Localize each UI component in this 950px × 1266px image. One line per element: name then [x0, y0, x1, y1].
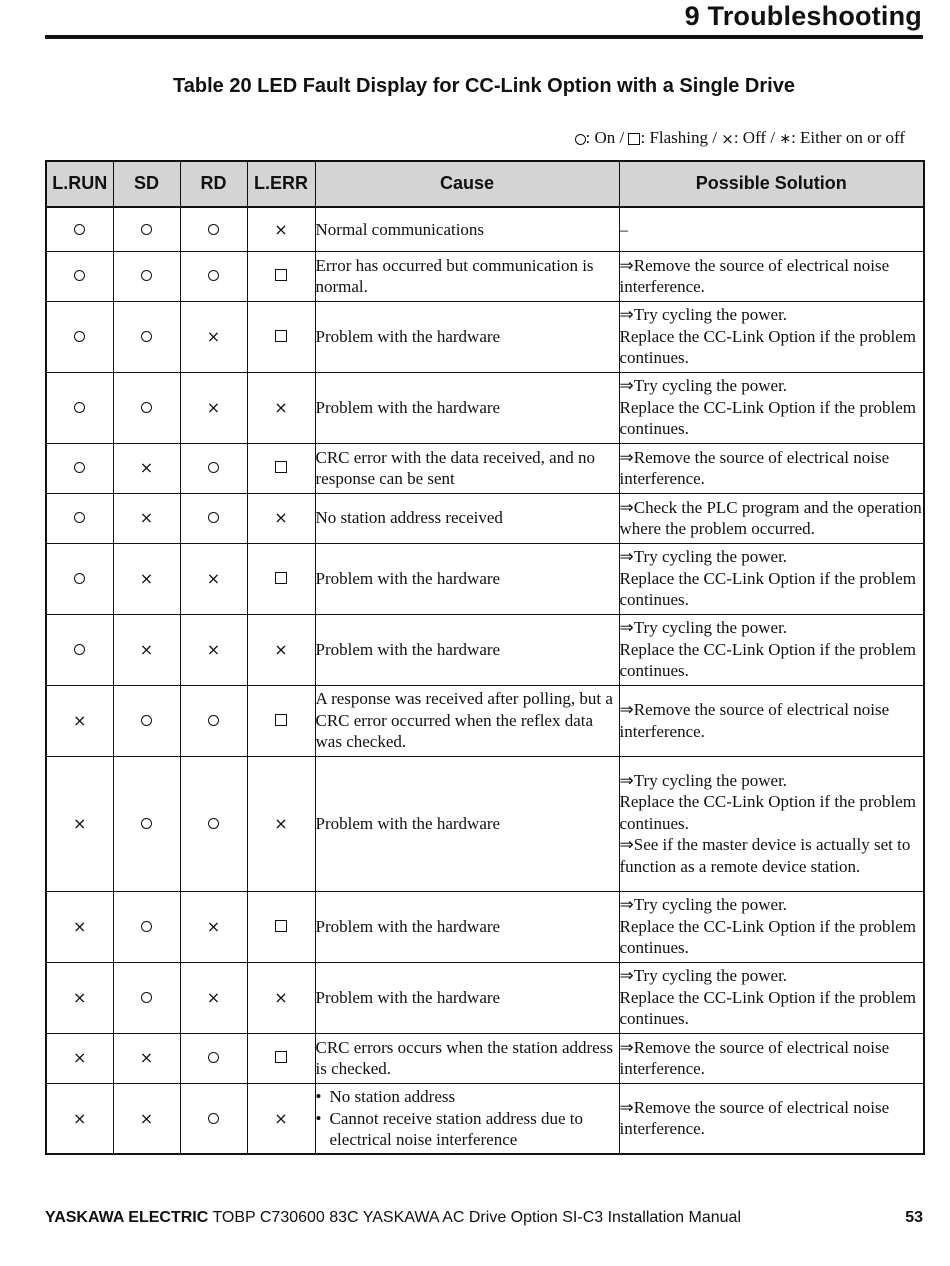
led-lerr-cell: [247, 207, 315, 251]
led-lerr-cell: [247, 301, 315, 372]
table-row: [46, 443, 924, 493]
cause-cell: [315, 756, 619, 891]
solution-text: –: [619, 219, 628, 239]
on-circle-icon: [208, 224, 219, 235]
led-sd-cell: [113, 756, 180, 891]
solution-text: Replace the CC-Link Option if the problem continues.: [619, 397, 916, 439]
on-circle-icon: [74, 224, 85, 235]
cause-cell: [315, 1033, 619, 1083]
cause-text: CRC error with the data received, and no response can be sent: [315, 447, 595, 488]
solution-text: ⇒Try cycling the power.: [619, 895, 788, 915]
on-circle-icon: [141, 921, 152, 932]
led-sd-cell: [113, 891, 180, 962]
led-sd-cell: [113, 962, 180, 1033]
on-circle-icon: [141, 402, 152, 413]
on-circle-icon: [208, 270, 219, 281]
cause-cell: [315, 685, 619, 756]
off-cross-icon: ×: [274, 1108, 288, 1128]
led-lerr-cell: [247, 756, 315, 891]
table-body: [46, 207, 924, 1154]
on-circle-icon: [208, 715, 219, 726]
page-number: 53: [905, 1209, 923, 1226]
solution-cell: [619, 685, 924, 756]
solution-text: ⇒Try cycling the power.: [619, 966, 788, 986]
led-lerr-cell: [247, 372, 315, 443]
solution-cell: [619, 543, 924, 614]
led-lrun-cell: [46, 756, 113, 891]
header-lerr: L.ERR: [247, 161, 315, 207]
table-row: [46, 891, 924, 962]
table-caption: Table 20 LED Fault Display for CC-Link Option with a Single Drive: [173, 75, 795, 97]
led-lrun-cell: [46, 251, 113, 301]
on-circle-icon: [74, 512, 85, 523]
off-cross-icon: ×: [274, 987, 288, 1007]
table-row: [46, 207, 924, 251]
on-circle-icon: [208, 1113, 219, 1124]
cause-text: Error has occurred but communication is normal.: [315, 255, 594, 296]
led-lrun-cell: [46, 207, 113, 251]
solution-cell: [619, 614, 924, 685]
legend-on-text: : On /: [585, 128, 629, 147]
off-cross-icon: ×: [73, 813, 87, 833]
on-circle-icon: [575, 134, 586, 145]
off-cross-icon: ×: [274, 219, 288, 239]
on-circle-icon: [141, 331, 152, 342]
cause-cell: [315, 301, 619, 372]
solution-text: Replace the CC-Link Option if the problem continues.: [619, 568, 916, 610]
on-circle-icon: [208, 1052, 219, 1063]
solution-text: ⇒Remove the source of electrical noise interference.: [619, 1097, 890, 1139]
footer: [45, 1208, 923, 1228]
led-rd-cell: [180, 756, 247, 891]
led-lerr-cell: [247, 251, 315, 301]
off-cross-icon: ×: [721, 129, 734, 148]
flashing-square-icon: [628, 133, 640, 145]
led-lrun-cell: [46, 1083, 113, 1154]
solution-cell: [619, 301, 924, 372]
led-sd-cell: [113, 614, 180, 685]
solution-text: ⇒Try cycling the power.: [619, 305, 788, 325]
on-circle-icon: [208, 818, 219, 829]
cause-text: Normal communications: [315, 219, 485, 239]
table-row: [46, 614, 924, 685]
cause-text: Problem with the hardware: [315, 813, 501, 833]
solution-text: ⇒See if the master device is actually set to function as a remote device station.: [619, 835, 911, 876]
on-circle-icon: [208, 512, 219, 523]
on-circle-icon: [74, 402, 85, 413]
cause-text: No station address received: [315, 508, 503, 528]
flashing-square-icon: [275, 330, 287, 342]
table-row: [46, 372, 924, 443]
cause-bullet-item: • Cannot receive station address due to electrical noise interference: [316, 1108, 619, 1151]
flashing-square-icon: [275, 269, 287, 281]
off-cross-icon: ×: [139, 639, 154, 659]
solution-text: ⇒Remove the source of electrical noise interference.: [619, 1037, 890, 1078]
table-row: [46, 685, 924, 756]
led-sd-cell: [113, 1033, 180, 1083]
cause-text: A response was received after polling, but a CRC error occurred when the reflex data was checked.: [315, 689, 613, 752]
led-rd-cell: [180, 372, 247, 443]
led-lrun-cell: [46, 891, 113, 962]
led-lrun-cell: [46, 962, 113, 1033]
on-circle-icon: [141, 992, 152, 1003]
off-cross-icon: ×: [274, 639, 288, 659]
solution-text: ⇒Try cycling the power.: [619, 547, 788, 567]
led-sd-cell: [113, 372, 180, 443]
led-sd-cell: [113, 1083, 180, 1154]
legend-either-text: : Either on or off: [791, 128, 905, 147]
solution-text: ⇒Remove the source of electrical noise interference.: [619, 255, 890, 296]
flashing-square-icon: [275, 461, 287, 473]
led-rd-cell: [180, 543, 247, 614]
solution-text: Replace the CC-Link Option if the problem continues.: [619, 987, 916, 1029]
led-rd-cell: [180, 301, 247, 372]
off-cross-icon: ×: [206, 326, 221, 346]
solution-text: ⇒Try cycling the power.: [619, 618, 788, 638]
solution-cell: [619, 1033, 924, 1083]
off-cross-icon: ×: [139, 1048, 154, 1068]
led-lrun-cell: [46, 614, 113, 685]
led-lrun-cell: [46, 372, 113, 443]
cause-text: Problem with the hardware: [315, 987, 501, 1007]
solution-cell: [619, 1083, 924, 1154]
on-circle-icon: [74, 573, 85, 584]
led-rd-cell: [180, 207, 247, 251]
off-cross-icon: ×: [206, 568, 221, 588]
flashing-square-icon: [275, 920, 287, 932]
header-cause: Cause: [315, 161, 619, 207]
solution-text: ⇒Try cycling the power.: [619, 376, 788, 396]
cause-bullet-item: • No station address: [316, 1086, 619, 1108]
header-rule: [45, 35, 923, 39]
off-cross-icon: ×: [73, 1048, 87, 1068]
cause-cell: [315, 891, 619, 962]
led-lerr-cell: [247, 891, 315, 962]
cause-bullet-list: [316, 1086, 619, 1151]
on-circle-icon: [141, 224, 152, 235]
solution-text: Replace the CC-Link Option if the problem continues.: [619, 916, 916, 958]
led-rd-cell: [180, 251, 247, 301]
solution-cell: [619, 756, 924, 891]
cause-text: Problem with the hardware: [315, 639, 501, 659]
cause-cell: [315, 251, 619, 301]
solution-text: Replace the CC-Link Option if the problem continues.: [619, 792, 916, 833]
off-cross-icon: ×: [206, 397, 221, 417]
header-sd: SD: [113, 161, 180, 207]
cause-cell: [315, 493, 619, 543]
legend-off-text: : Off /: [733, 128, 780, 147]
led-lerr-cell: [247, 1033, 315, 1083]
off-cross-icon: ×: [139, 508, 154, 528]
off-cross-icon: ×: [274, 397, 288, 417]
footer-doc-title: TOBP C730600 83C YASKAWA AC Drive Option SI-C3 Installation Manual: [208, 1209, 741, 1226]
on-circle-icon: [74, 331, 85, 342]
cause-cell: [315, 207, 619, 251]
led-fault-table: [45, 160, 925, 1155]
off-cross-icon: ×: [206, 639, 221, 659]
led-lerr-cell: [247, 443, 315, 493]
led-rd-cell: [180, 443, 247, 493]
solution-text: Replace the CC-Link Option if the problem continues.: [619, 326, 916, 368]
led-lerr-cell: [247, 1083, 315, 1154]
cause-text: CRC errors occurs when the station address is checked.: [315, 1037, 613, 1078]
solution-cell: [619, 443, 924, 493]
table-row: [46, 543, 924, 614]
solution-cell: [619, 251, 924, 301]
solution-cell: [619, 372, 924, 443]
header-solution: Possible Solution: [619, 161, 924, 207]
header-rd: RD: [180, 161, 247, 207]
cause-cell: [315, 1083, 619, 1154]
solution-cell: [619, 891, 924, 962]
off-cross-icon: ×: [73, 916, 87, 936]
led-lerr-cell: [247, 543, 315, 614]
led-rd-cell: [180, 614, 247, 685]
footer-brand: YASKAWA ELECTRIC: [45, 1209, 209, 1226]
led-sd-cell: [113, 543, 180, 614]
cause-text: Problem with the hardware: [315, 568, 501, 588]
off-cross-icon: ×: [139, 568, 154, 588]
led-rd-cell: [180, 1083, 247, 1154]
led-lrun-cell: [46, 543, 113, 614]
table-header-row: [46, 161, 924, 207]
on-circle-icon: [141, 270, 152, 281]
table-row: [46, 1083, 924, 1154]
header-lrun: L.RUN: [46, 161, 113, 207]
led-sd-cell: [113, 443, 180, 493]
off-cross-icon: ×: [274, 813, 288, 833]
led-sd-cell: [113, 685, 180, 756]
on-circle-icon: [74, 462, 85, 473]
led-rd-cell: [180, 891, 247, 962]
led-rd-cell: [180, 493, 247, 543]
on-circle-icon: [208, 462, 219, 473]
table-row: [46, 756, 924, 891]
led-lrun-cell: [46, 301, 113, 372]
cause-cell: [315, 372, 619, 443]
cause-text: Problem with the hardware: [315, 916, 501, 936]
led-lerr-cell: [247, 614, 315, 685]
cause-text: Problem with the hardware: [315, 397, 501, 417]
table-row: [46, 962, 924, 1033]
flashing-square-icon: [275, 1051, 287, 1063]
led-rd-cell: [180, 962, 247, 1033]
cause-cell: [315, 614, 619, 685]
off-cross-icon: ×: [206, 916, 221, 936]
off-cross-icon: ×: [206, 987, 221, 1007]
flashing-square-icon: [275, 714, 287, 726]
off-cross-icon: ×: [274, 508, 288, 528]
solution-text: ⇒Remove the source of electrical noise interference.: [619, 447, 890, 488]
legend: [575, 128, 906, 148]
on-circle-icon: [74, 270, 85, 281]
led-sd-cell: [113, 251, 180, 301]
led-lrun-cell: [46, 493, 113, 543]
section-title: 9 Troubleshooting: [684, 1, 922, 31]
off-cross-icon: ×: [73, 710, 87, 730]
cause-cell: [315, 543, 619, 614]
flashing-square-icon: [275, 572, 287, 584]
off-cross-icon: ×: [139, 1108, 154, 1128]
on-circle-icon: [141, 715, 152, 726]
led-lerr-cell: [247, 962, 315, 1033]
off-cross-icon: ×: [73, 987, 87, 1007]
solution-cell: [619, 962, 924, 1033]
led-sd-cell: [113, 493, 180, 543]
on-circle-icon: [141, 818, 152, 829]
solution-text: ⇒Check the PLC program and the operation where the problem occurred.: [619, 497, 922, 538]
led-rd-cell: [180, 685, 247, 756]
off-cross-icon: ×: [73, 1108, 87, 1128]
led-sd-cell: [113, 301, 180, 372]
led-lerr-cell: [247, 685, 315, 756]
led-lrun-cell: [46, 685, 113, 756]
cause-cell: [315, 962, 619, 1033]
off-cross-icon: ×: [139, 458, 154, 478]
led-lerr-cell: [247, 493, 315, 543]
on-circle-icon: [74, 644, 85, 655]
solution-text: Replace the CC-Link Option if the problem continues.: [619, 639, 916, 681]
led-sd-cell: [113, 207, 180, 251]
led-rd-cell: [180, 1033, 247, 1083]
solution-cell: [619, 493, 924, 543]
cause-text: Problem with the hardware: [315, 326, 501, 346]
cause-cell: [315, 443, 619, 493]
table-row: [46, 1033, 924, 1083]
either-asterisk-icon: ∗: [779, 131, 792, 148]
led-lrun-cell: [46, 443, 113, 493]
table-row: [46, 251, 924, 301]
legend-flashing-text: : Flashing /: [640, 128, 722, 147]
table-row: [46, 301, 924, 372]
led-lrun-cell: [46, 1033, 113, 1083]
solution-cell: [619, 207, 924, 251]
solution-text: ⇒Try cycling the power.: [619, 770, 788, 790]
table-row: [46, 493, 924, 543]
solution-text: ⇒Remove the source of electrical noise interference.: [619, 700, 890, 741]
